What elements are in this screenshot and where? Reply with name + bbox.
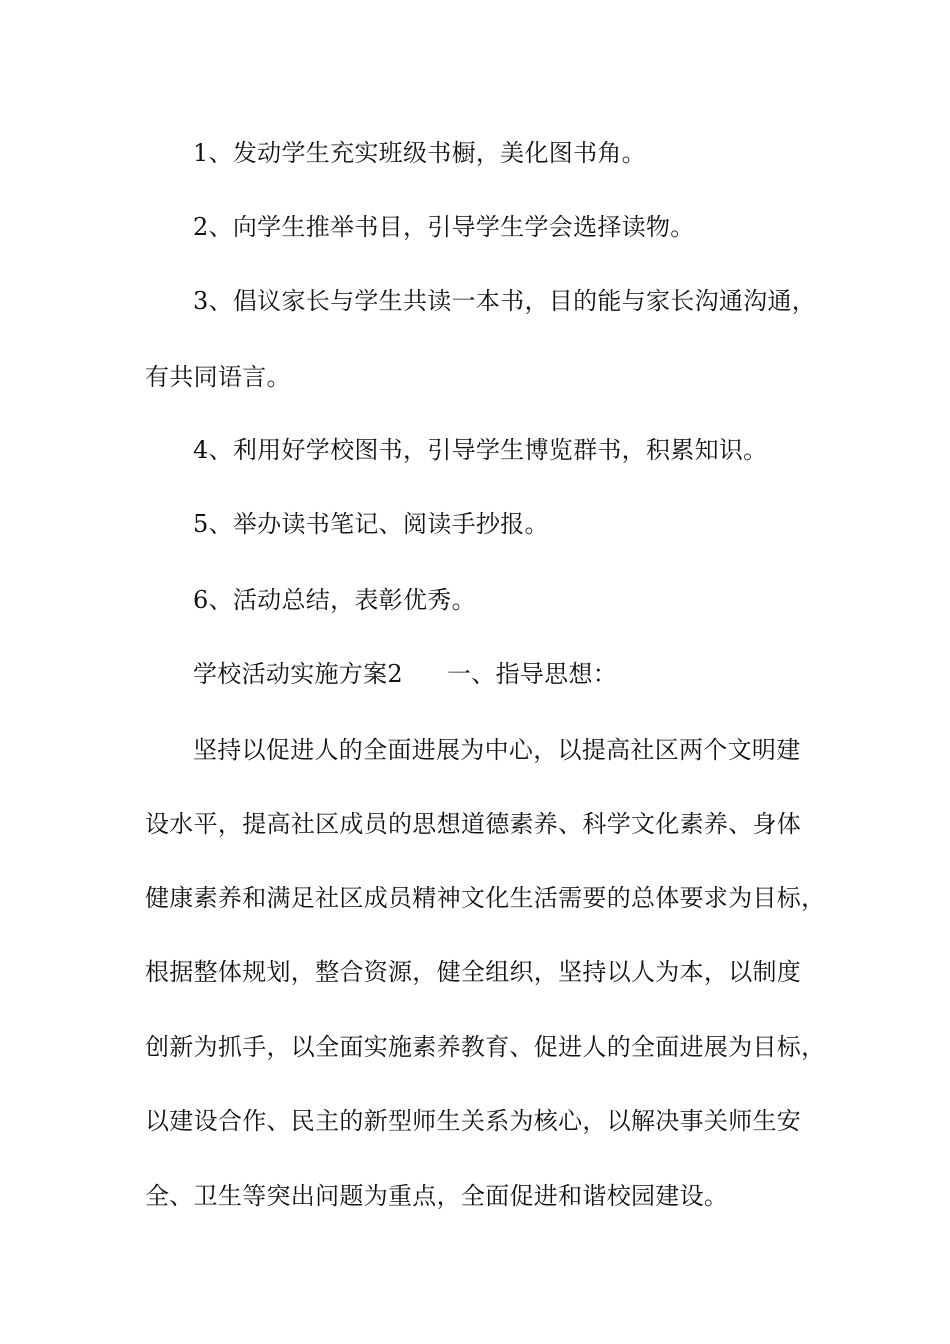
list-item-4: 4、利用好学校图书，引导学生博览群书，积累知识。 [193, 436, 768, 464]
list-item-5: 5、举办读书笔记、阅读手抄报。 [193, 510, 549, 538]
section-heading [193, 658, 893, 690]
paragraph-line: 设水平，提高社区成员的思想道德素养、科学文化素养、身体 [145, 810, 802, 838]
paragraph-line: 根据整体规划，整合资源，健全组织，坚持以人为本，以制度 [145, 958, 802, 986]
paragraph-line: 全、卫生等突出问题为重点，全面促进和谐校园建设。 [145, 1182, 729, 1210]
paragraph-line: 健康素养和满足社区成员精神文化生活需要的总体要求为目标， [145, 884, 826, 912]
paragraph-line: 坚持以促进人的全面进展为中心，以提高社区两个文明建 [193, 736, 801, 764]
list-item-6: 6、活动总结，表彰优秀。 [193, 586, 476, 614]
paragraph-line: 以建设合作、民主的新型师生关系为核心，以解决事关师生安 [145, 1107, 802, 1135]
list-item-3: 3、倡议家长与学生共读一本书，目的能与家长沟通沟通， [193, 287, 817, 315]
list-item-1: 1、发动学生充实班级书橱，美化图书角。 [193, 139, 646, 167]
paragraph-line: 创新为抓手，以全面实施素养教育、促进人的全面进展为目标， [145, 1033, 826, 1061]
section-title: 学校活动实施方案2 [193, 660, 403, 688]
section-subtitle: 一、指导思想： [446, 660, 618, 688]
list-item-2: 2、向学生推举书目，引导学生学会选择读物。 [193, 213, 695, 241]
list-item-3-continuation: 有共同语言。 [145, 363, 291, 391]
